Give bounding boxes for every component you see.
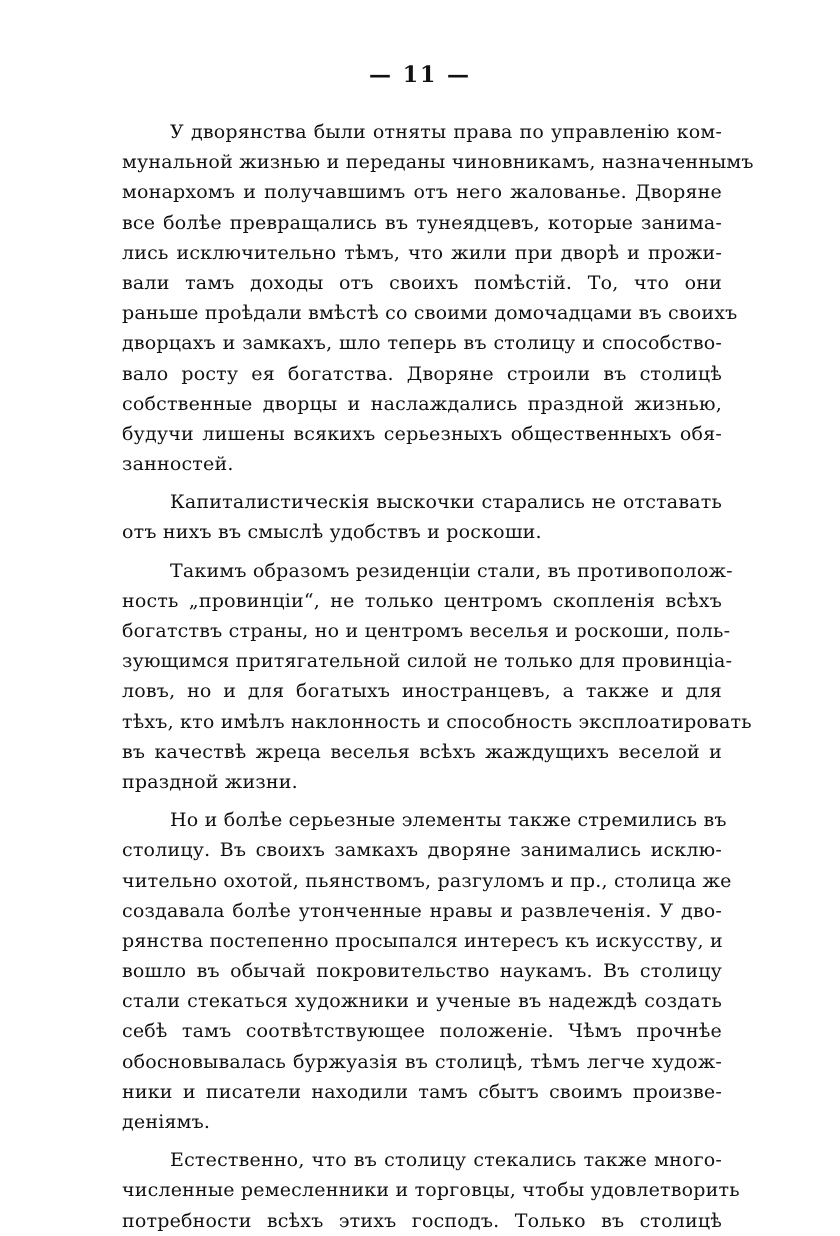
text-line: вало росту ея богатства. Дворяне строили въ столицѣ bbox=[122, 362, 722, 385]
paragraph bbox=[122, 117, 754, 479]
text-line: ность „провинціи“, не только центромъ скопленія всѣхъ bbox=[122, 589, 722, 612]
text-line: тѣхъ, кто имѣлъ наклонность и способность эксплоатировать bbox=[122, 710, 752, 733]
text-line: дворцахъ и замкахъ, шло теперь въ столицу и способство- bbox=[122, 332, 722, 355]
paragraph bbox=[122, 487, 722, 547]
paragraph bbox=[122, 1145, 740, 1236]
text-line: ловъ, но и для богатыхъ иностранцевъ, а также и для bbox=[122, 680, 722, 703]
text-line: Капиталистическія выскочки старались не отставать bbox=[170, 491, 722, 514]
body-text bbox=[122, 117, 754, 1236]
text-line: Но и болѣе серьезные элементы также стремились въ bbox=[170, 809, 727, 832]
text-line: раньше проѣдали вмѣстѣ со своими домочадцами въ своихъ bbox=[122, 302, 738, 325]
text-line: себѣ тамъ соотвѣтствующее положеніе. Чѣмъ прочнѣе bbox=[122, 1020, 722, 1043]
text-line: Естественно, что въ столицу стекались также много- bbox=[170, 1149, 722, 1172]
text-line: лись исключительно тѣмъ, что жили при дворѣ и прожи- bbox=[122, 241, 722, 264]
text-line: У дворянства были отняты права по управленію ком- bbox=[170, 121, 722, 143]
text-line: зующимся притягательной силой не только для провинціа- bbox=[122, 650, 733, 673]
text-line: создавала болѣе утонченные нравы и развлеченія. У дво- bbox=[122, 899, 722, 922]
text-line: вошло въ обычай покровительство наукамъ. Въ столицу bbox=[122, 960, 722, 983]
text-line: численные ремесленники и торговцы, чтобы удовлетворить bbox=[122, 1179, 740, 1202]
paragraph bbox=[122, 556, 752, 798]
text-line: монархомъ и получавшимъ отъ него жалованье. Дворяне bbox=[122, 181, 722, 204]
text-line: все болѣе превращались въ тунеядцевъ, которые занима- bbox=[122, 211, 722, 234]
text-line: чительно охотой, пьянствомъ, разгуломъ и пр., столица же bbox=[122, 869, 732, 892]
text-line: занностей. bbox=[122, 453, 234, 476]
text-line: деніямъ. bbox=[122, 1111, 211, 1133]
text-line: богатствъ страны, но и центромъ веселья и роскоши, поль- bbox=[122, 620, 731, 642]
text-line: стали стекаться художники и ученые въ надеждѣ создать bbox=[122, 990, 722, 1013]
text-line: ники и писатели находили тамъ сбытъ своимъ произве- bbox=[122, 1080, 722, 1103]
text-line: столицу. Въ своихъ замкахъ дворяне занимались исклю- bbox=[122, 839, 722, 862]
text-line: рянства постепенно просыпался интересъ къ искусству, и bbox=[122, 929, 723, 952]
text-line: будучи лишены всякихъ серьезныхъ общественныхъ обя- bbox=[122, 422, 722, 445]
text-line: отъ нихъ въ смыслѣ удобствъ и роскоши. bbox=[122, 521, 542, 544]
paragraph bbox=[122, 805, 732, 1137]
text-line: мунальной жизнью и переданы чиновникамъ, назначеннымъ bbox=[122, 151, 754, 174]
text-line: собственные дворцы и наслаждались праздной жизнью, bbox=[122, 392, 722, 415]
page-number: — 11 — bbox=[369, 62, 471, 88]
text-line: вали тамъ доходы отъ своихъ помѣстій. То, что они bbox=[122, 271, 722, 294]
text-line: праздной жизни. bbox=[122, 770, 298, 793]
text-line: обосновывалась буржуазія въ столицѣ, тѣмъ легче худож- bbox=[122, 1050, 722, 1073]
text-line: потребности всѣхъ этихъ господъ. Только въ столицѣ bbox=[122, 1209, 722, 1232]
text-line: въ качествѣ жреца веселья всѣхъ жаждущихъ веселой и bbox=[122, 740, 722, 763]
text-line: Такимъ образомъ резиденціи стали, въ противополож- bbox=[170, 559, 733, 582]
